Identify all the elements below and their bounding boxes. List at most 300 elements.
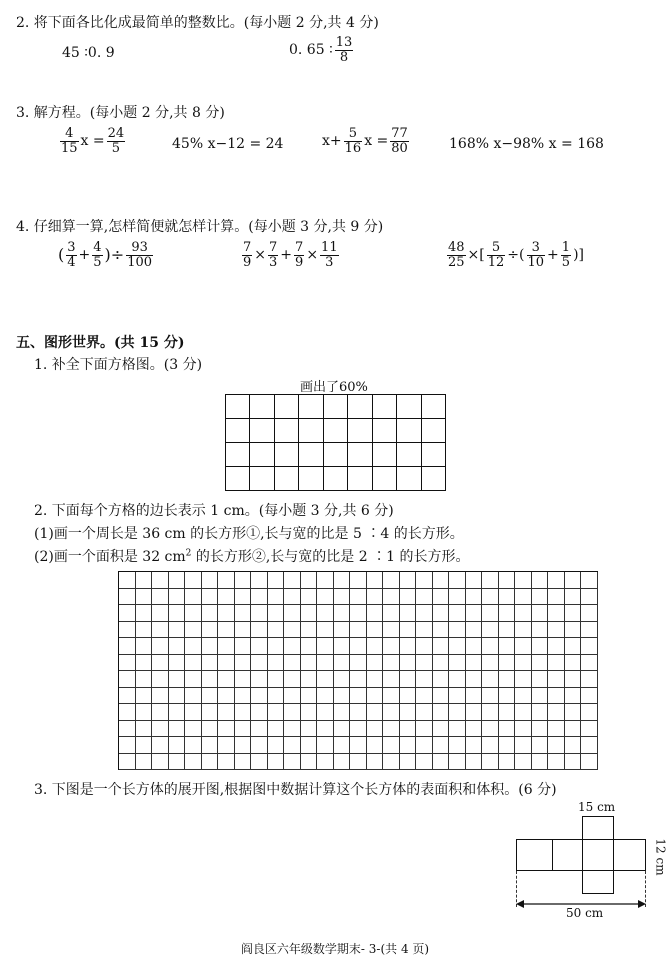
grid-cell — [397, 443, 421, 467]
grid-cell — [226, 419, 250, 443]
grid-cell — [532, 622, 549, 639]
grid-cell — [301, 671, 318, 688]
grid-cell — [499, 622, 516, 639]
q3-equation-2: 45% x−12 = 24 — [172, 136, 284, 152]
grid-cell — [482, 754, 499, 771]
grid-cell — [400, 605, 417, 622]
frac-den: 5 — [561, 254, 571, 270]
grid-cell — [482, 605, 499, 622]
grid-cell — [350, 704, 367, 721]
grid-cell — [422, 467, 446, 491]
grid-cell — [169, 754, 186, 771]
grid-cell — [235, 754, 252, 771]
grid-cell — [433, 704, 450, 721]
grid-cell — [218, 605, 235, 622]
grid-cell — [350, 589, 367, 606]
grid-cell — [548, 688, 565, 705]
q3-e1-frac — [60, 127, 79, 155]
grid-cell — [416, 754, 433, 771]
grid-cell — [268, 754, 285, 771]
grid-cell — [218, 754, 235, 771]
grid-cell — [119, 688, 136, 705]
grid-cell — [449, 572, 466, 589]
grid-cell — [581, 754, 598, 771]
grid-cell — [136, 754, 153, 771]
frac-num: 4 — [60, 127, 79, 142]
frac-num: 3 — [527, 241, 546, 256]
grid-cell — [350, 721, 367, 738]
q4-c2-b — [268, 241, 278, 269]
grid-cell — [169, 589, 186, 606]
grid-cell — [119, 638, 136, 655]
grid-cell — [350, 655, 367, 672]
grid-cell — [235, 704, 252, 721]
grid-cell — [515, 605, 532, 622]
grid-cell — [367, 655, 384, 672]
grid-cell — [383, 754, 400, 771]
grid-cell — [202, 605, 219, 622]
grid-cell — [284, 655, 301, 672]
grid-cell — [350, 688, 367, 705]
grid-cell — [202, 622, 219, 639]
grid-cell — [565, 638, 582, 655]
grid-cell — [515, 638, 532, 655]
grid-cell — [499, 589, 516, 606]
grid-cell — [152, 754, 169, 771]
grid-cell — [367, 721, 384, 738]
grid-cell — [466, 754, 483, 771]
grid-cell — [565, 572, 582, 589]
grid-cell — [449, 737, 466, 754]
grid-cell — [202, 638, 219, 655]
grid-cell — [367, 605, 384, 622]
grid-cell — [301, 754, 318, 771]
grid-cell — [367, 622, 384, 639]
grid-cell — [119, 605, 136, 622]
grid-cell — [284, 589, 301, 606]
grid-cell — [185, 704, 202, 721]
grid-cell — [119, 721, 136, 738]
grid-cell — [565, 737, 582, 754]
grid-cell — [152, 704, 169, 721]
grid-cell — [449, 589, 466, 606]
q4-calc-1 — [58, 241, 153, 269]
grid-cell — [565, 655, 582, 672]
frac-den: 9 — [243, 254, 252, 270]
grid-cell — [565, 605, 582, 622]
grid-cell — [268, 704, 285, 721]
grid-cell — [532, 572, 549, 589]
frac-den: 3 — [325, 254, 334, 270]
grid-cell — [350, 572, 367, 589]
grid-cell — [119, 572, 136, 589]
grid-cell — [218, 638, 235, 655]
grid-cell — [301, 638, 318, 655]
grid-cell — [202, 704, 219, 721]
grid-cell — [235, 572, 252, 589]
grid-cell — [185, 754, 202, 771]
grid-cell — [185, 638, 202, 655]
grid-cell — [185, 589, 202, 606]
frac-num: 93 — [126, 241, 153, 256]
q3-e3-rhs — [390, 127, 409, 155]
paren-open: ( — [58, 245, 65, 265]
q4-c2-c — [294, 241, 304, 269]
frac-num: 5 — [487, 241, 506, 256]
frac-den: 5 — [93, 254, 102, 270]
grid-cell — [348, 419, 372, 443]
q3-e3-pre: x+ — [322, 133, 342, 150]
grid-cell — [235, 721, 252, 738]
grid-cell — [449, 622, 466, 639]
grid-cell — [548, 655, 565, 672]
grid-cell — [367, 671, 384, 688]
grid-cell — [334, 704, 351, 721]
grid-cell — [202, 671, 219, 688]
grid-cell — [152, 622, 169, 639]
grid-cell — [400, 655, 417, 672]
grid-cell — [235, 638, 252, 655]
cuboid-net — [500, 800, 670, 920]
grid-cell — [301, 572, 318, 589]
grid-cell — [284, 704, 301, 721]
grid-cell — [235, 589, 252, 606]
grid-cell — [350, 754, 367, 771]
grid-cell — [250, 467, 274, 491]
grid-cell — [383, 605, 400, 622]
grid-cell — [350, 622, 367, 639]
grid-cell — [284, 572, 301, 589]
grid-cell — [284, 721, 301, 738]
grid-cell — [275, 395, 299, 419]
grid-cell — [268, 721, 285, 738]
plus-sign: + — [78, 247, 91, 264]
grid-cell — [119, 589, 136, 606]
grid-cell — [433, 721, 450, 738]
grid-cell — [416, 655, 433, 672]
q3-equation-3 — [322, 127, 409, 155]
grid-cell — [301, 704, 318, 721]
grid-caption: 画出了60% — [300, 380, 368, 395]
grid-cell — [268, 572, 285, 589]
grid-cell — [565, 721, 582, 738]
grid-cell — [383, 671, 400, 688]
grid-cell — [218, 655, 235, 672]
grid-cell — [548, 589, 565, 606]
grid-cell — [466, 688, 483, 705]
grid-cell — [251, 638, 268, 655]
grid-cell — [532, 754, 549, 771]
grid-cell — [218, 589, 235, 606]
grid-cell — [482, 655, 499, 672]
grid-cell — [400, 737, 417, 754]
grid-cell — [334, 737, 351, 754]
frac-num: 7 — [295, 240, 304, 255]
grid-cell — [284, 688, 301, 705]
grid-cell — [548, 704, 565, 721]
q4-c1-b — [92, 241, 102, 269]
grid-cell — [301, 605, 318, 622]
grid-cell — [250, 419, 274, 443]
grid-cell — [466, 589, 483, 606]
grid-cell — [532, 737, 549, 754]
grid-cell — [119, 737, 136, 754]
grid-cell — [433, 589, 450, 606]
frac-num: 77 — [391, 126, 408, 141]
frac-den: 80 — [391, 140, 408, 156]
grid-cell — [136, 572, 153, 589]
grid-cell — [383, 572, 400, 589]
grid-cell — [350, 638, 367, 655]
net-face-top — [582, 816, 614, 840]
grid-cell — [152, 671, 169, 688]
grid-cell — [367, 638, 384, 655]
grid-cell — [433, 737, 450, 754]
frac-den: 5 — [111, 140, 121, 156]
q4-c2-a — [242, 241, 252, 269]
frac-num: 7 — [243, 240, 252, 255]
grid-cell — [301, 688, 318, 705]
grid-cell — [317, 671, 334, 688]
grid-cell — [275, 467, 299, 491]
grid-cell — [169, 622, 186, 639]
grid-cell — [433, 638, 450, 655]
s5-q2-b-pre: (2)画一个面积是 32 cm — [34, 549, 186, 565]
frac-num: 13 — [335, 35, 353, 50]
grid-cell — [499, 638, 516, 655]
grid-cell — [301, 589, 318, 606]
grid-cell — [152, 605, 169, 622]
grid-cell — [218, 688, 235, 705]
grid-cell — [218, 622, 235, 639]
grid-cell — [185, 622, 202, 639]
grid-cell — [235, 737, 252, 754]
grid-cell — [169, 572, 186, 589]
grid-cell — [482, 589, 499, 606]
grid-cell — [268, 605, 285, 622]
grid-cell — [482, 638, 499, 655]
grid-cell — [416, 721, 433, 738]
frac-den: 100 — [127, 254, 153, 270]
grid-cell — [334, 638, 351, 655]
grid-cell — [136, 622, 153, 639]
grid-cell — [136, 655, 153, 672]
s5-q2-b-post: 的长方形②,长与宽的比是 2 ∶1 的长方形。 — [191, 549, 470, 565]
grid-cell — [169, 655, 186, 672]
grid-cell — [565, 589, 582, 606]
grid-cell — [218, 671, 235, 688]
grid-cell — [367, 589, 384, 606]
s5-q3-title: 3. 下图是一个长方体的展开图,根据图中数据计算这个长方体的表面积和体积。(6 分) — [34, 782, 557, 798]
grid-cell — [251, 605, 268, 622]
net-face-bottom — [582, 870, 614, 894]
grid-cell — [202, 655, 219, 672]
q4-c3-b — [487, 241, 506, 269]
plus-sign: + — [280, 247, 293, 264]
grid-cell — [400, 704, 417, 721]
grid-cell — [433, 671, 450, 688]
grid-cell — [581, 589, 598, 606]
grid-cell — [136, 605, 153, 622]
grid-cell — [433, 572, 450, 589]
grid-cell — [548, 754, 565, 771]
grid-cell — [548, 737, 565, 754]
grid-cell — [350, 605, 367, 622]
grid-cell — [250, 443, 274, 467]
grid-cell — [373, 395, 397, 419]
grid-cell — [449, 704, 466, 721]
grid-cell — [119, 671, 136, 688]
grid-cell — [185, 655, 202, 672]
grid-cell — [202, 737, 219, 754]
grid-cell — [251, 688, 268, 705]
grid-cell — [400, 671, 417, 688]
grid-cell — [152, 688, 169, 705]
grid-cell — [235, 671, 252, 688]
grid-cell — [383, 638, 400, 655]
grid-cell — [499, 688, 516, 705]
label-right — [640, 838, 668, 876]
grid-cell — [499, 671, 516, 688]
grid-cell — [383, 589, 400, 606]
grid-cell — [235, 688, 252, 705]
net-divider-3 — [613, 839, 614, 871]
grid-cell — [373, 443, 397, 467]
grid-cell — [284, 605, 301, 622]
grid-cell — [317, 605, 334, 622]
q4-c2-d — [320, 241, 339, 269]
grid-cell — [119, 655, 136, 672]
grid-cell — [226, 467, 250, 491]
grid-cell — [548, 605, 565, 622]
frac-den: 9 — [295, 254, 304, 270]
grid-cell — [383, 655, 400, 672]
grid-cell — [152, 721, 169, 738]
grid-cell — [515, 671, 532, 688]
grid-cell — [185, 572, 202, 589]
grid-cell — [422, 395, 446, 419]
grid-cell — [581, 638, 598, 655]
grid-cell — [251, 655, 268, 672]
grid-cell — [317, 688, 334, 705]
grid-cell — [251, 622, 268, 639]
grid-cell — [515, 721, 532, 738]
grid-cell — [400, 589, 417, 606]
grid-cell — [317, 655, 334, 672]
superscript-two: 2 — [185, 548, 192, 559]
frac-den: 4 — [67, 254, 76, 270]
grid-cell — [482, 622, 499, 639]
grid-cell — [416, 737, 433, 754]
grid-cell — [397, 419, 421, 443]
q3-e3-mid: x = — [364, 133, 389, 150]
grid-cell — [235, 655, 252, 672]
grid-cell — [268, 671, 285, 688]
grid-cell — [532, 605, 549, 622]
grid-cell — [422, 419, 446, 443]
grid-cell — [499, 605, 516, 622]
grid-cell — [373, 467, 397, 491]
grid-cell — [136, 589, 153, 606]
grid-cell — [466, 737, 483, 754]
grid-cell — [218, 704, 235, 721]
grid-cell — [235, 622, 252, 639]
q4-c1-c — [126, 241, 153, 269]
times-sign: × — [254, 247, 267, 264]
grid-cell — [532, 721, 549, 738]
grid-cell — [169, 704, 186, 721]
grid-cell — [548, 622, 565, 639]
grid-cell — [268, 737, 285, 754]
grid-cell — [275, 443, 299, 467]
q3-e1-rhs — [107, 127, 126, 155]
grid-cell — [324, 395, 348, 419]
grid-cell — [317, 754, 334, 771]
s5-q1-title: 1. 补全下面方格图。(3 分) — [34, 357, 203, 373]
grid-cell — [350, 737, 367, 754]
frac-num: 3 — [67, 240, 76, 255]
net-divider-1 — [552, 839, 553, 871]
q2-fraction — [335, 36, 354, 64]
frac-num: 1 — [561, 240, 571, 255]
grid-cell — [317, 572, 334, 589]
grid-cell — [565, 704, 582, 721]
grid-cell — [499, 754, 516, 771]
q2-ratio-b-prefix: 0. 65 ∶ — [289, 42, 333, 59]
grid-cell — [400, 572, 417, 589]
grid-cell — [515, 704, 532, 721]
frac-num: 11 — [321, 240, 338, 255]
grid-cell — [449, 671, 466, 688]
grid-cell — [383, 721, 400, 738]
frac-num: 5 — [344, 127, 363, 142]
grid-cell — [350, 671, 367, 688]
grid-cell — [235, 605, 252, 622]
grid-cell — [466, 638, 483, 655]
grid-cell — [433, 655, 450, 672]
grid-cell — [301, 622, 318, 639]
grid-cell — [416, 704, 433, 721]
q4-calc-3 — [447, 241, 584, 269]
grid-cell — [400, 638, 417, 655]
grid-cell — [581, 721, 598, 738]
grid-cell — [532, 638, 549, 655]
frac-num: 48 — [448, 240, 465, 255]
grid-cell — [275, 419, 299, 443]
grid-cell — [251, 589, 268, 606]
grid-cell — [400, 721, 417, 738]
grid-cell — [284, 737, 301, 754]
grid-cell — [499, 572, 516, 589]
grid-cell — [482, 572, 499, 589]
grid-cell — [324, 467, 348, 491]
grid-cell — [136, 671, 153, 688]
grid-cell — [284, 754, 301, 771]
grid-cell — [136, 688, 153, 705]
q3-equation-1 — [60, 127, 125, 155]
grid-cell — [317, 589, 334, 606]
grid-cell — [466, 605, 483, 622]
grid-cell — [466, 655, 483, 672]
grid-cell — [317, 721, 334, 738]
frac-den: 25 — [448, 254, 465, 270]
grid-cell — [565, 671, 582, 688]
grid-cell — [433, 688, 450, 705]
s5-q2-title: 2. 下面每个方格的边长表示 1 cm。(每小题 3 分,共 6 分) — [34, 503, 394, 519]
grid-cell — [422, 443, 446, 467]
grid-cell — [449, 605, 466, 622]
grid-cell — [482, 737, 499, 754]
